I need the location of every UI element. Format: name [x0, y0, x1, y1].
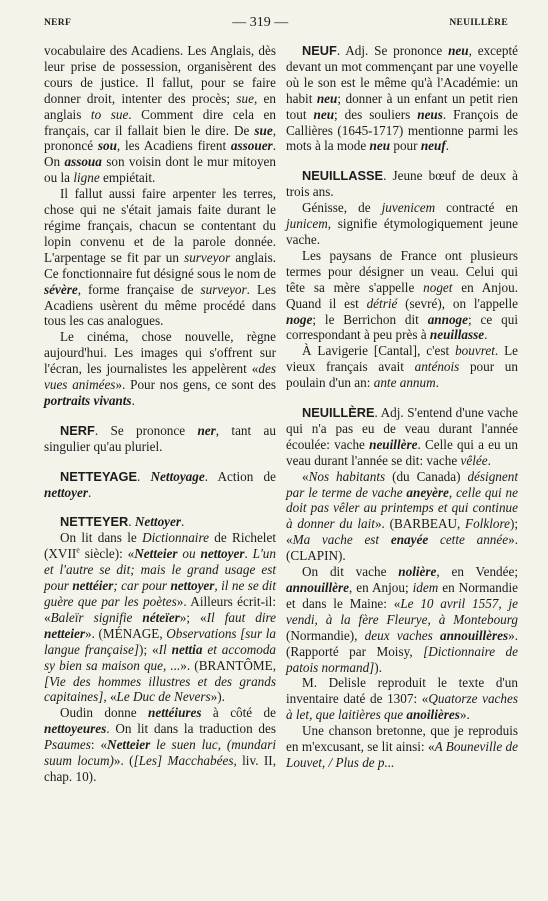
header-right-word: NEUILLÈRE — [449, 18, 508, 28]
left-paragraph: NERF. Se prononce ner, tant au singulier qu'au pluriel. — [44, 422, 276, 454]
right-paragraph: NEUILLÈRE. Adj. S'entend d'une vache qui n'a pas eu de veau durant l'année écoulée: vache neuillère. Celle qui a eu un veau durant l'année se dit: vache vêlée. — [286, 405, 518, 468]
left-column — [44, 43, 276, 785]
right-paragraph: Une chanson bretonne, que je reproduis en m'excusant, se lit ainsi: «A Bouneville de Louvet, / Plus de p... — [286, 723, 518, 770]
right-column — [286, 43, 518, 771]
left-paragraph: Il fallut aussi faire arpenter les terres, chose qui ne s'était jamais faite durant le régime français, chacun se contentant du lopin convenu et de la parole donnée. L'arpentage se fit par un surveyor anglais. Ce fonctionnaire fut désigné sous le nom de sévère, forme française de surveyor. Les Acadiens usèrent du même procédé dans tous les cas analogues. — [44, 186, 276, 329]
left-paragraph: Le cinéma, chose nouvelle, règne aujourd'hui. Les images qui s'offrent sur l'écran, les journalistes les appelèrent «des vues animées». Pour nos gens, ce sont des portraits vivants. — [44, 329, 276, 408]
right-paragraph: «Nos habitants (du Canada) désignent par le terme de vache aneyère, celle qui ne doit pas vêler au printemps et qui continue à donner du lait». (BARBEAU, Folklore); «Ma vache est enayée cette année». (CLAPIN). — [286, 468, 519, 564]
left-paragraph: vocabulaire des Acadiens. Les Anglais, dès leur prise de possession, organisèrent des cours de justice. Il fallut, pour se faire donner droit, intenter des procès; sue, en anglais to sue. Comment dire cela en français, car il fallait bien le dire. De sue, prononcé sou, les Acadiens firent assouer. On assoua son voisin dont le mur mitoyen ou la ligne empiétait. — [44, 43, 276, 186]
left-paragraph: On lit dans le Dictionnaire de Richelet (XVIIe siècle): «Netteier ou nettoyer. L'un et l'autre se dit; mais le grand usage est pour nettéier; car pour nettoyer, il ne se dit guère que par les poètes». Ailleurs écrit-il: «Baleïr signifie néteïer»; «Il faut dire netteier». (MÉNAGE, Observations [sur la langue française]); «Il nettia et accomoda sy bien sa maison que, ...». (BRANTÔME, [Vie des hommes illustres et des grands capitaines], «Le Duc de Nevers»). — [44, 530, 277, 705]
left-paragraph: NETTEYER. Nettoyer. — [60, 514, 185, 530]
left-paragraph: NETTEYAGE. Nettoyage. Action de nettoyer. — [44, 468, 276, 500]
right-paragraph: Les paysans de France ont plusieurs termes pour désigner un veau. Celui qui tête sa mère s'appelle noget en Anjou. Quand il est détrié (sevré), on l'appelle noge; le Berrichon dit annoge; ce qui correspondant à peu près à neuillasse. — [286, 247, 518, 343]
right-paragraph: On dit vache nolière, en Vendée; annouillère, en Anjou; idem en Normandie et dans le Maine: «Le 10 avril 1557, je vendi, à la fère Fleurye, à Montebourg (Normandie), deux vaches annouillères». (Rapporté par Moisy, [Dictionnaire de patois normand]). — [286, 564, 519, 675]
page-number: — 319 — — [232, 15, 289, 30]
right-paragraph: NEUILLASSE. Jeune bœuf de deux à trois ans. — [286, 168, 518, 200]
left-paragraph: Oudin donne nettéiures à côté de nettoyeures. On lit dans la traduction des Psaumes: «Netteier le suen luc, (mundari suum locum)». ([Les] Macchabées, liv. II, chap. 10). — [44, 705, 277, 784]
right-paragraph: M. Delisle reproduit le texte d'un inventaire daté de 1307: «Quatorze vaches à let, que laitières que anoilières». — [286, 675, 518, 723]
right-paragraph: NEUF. Adj. Se prononce neu, excepté devant un mot commençant par une voyelle où le son est le même qu'à l'Académie: un habit neu; donner à un enfant un petit rien tout neu; des souliers neus. François de Callières (1645-1717) mentionne parmi les mots à la mode neu pour neuf. — [286, 43, 519, 154]
right-paragraph: À Lavigerie [Cantal], c'est bouvret. Le vieux français avait anténois pour un poulain d'un an: ante annum. — [286, 343, 518, 391]
running-header — [44, 12, 508, 34]
header-left-word: NERF — [44, 18, 72, 28]
right-paragraph: Génisse, de juvenicem contracté en junicem, signifie étymologiquement jeune vache. — [286, 200, 518, 247]
